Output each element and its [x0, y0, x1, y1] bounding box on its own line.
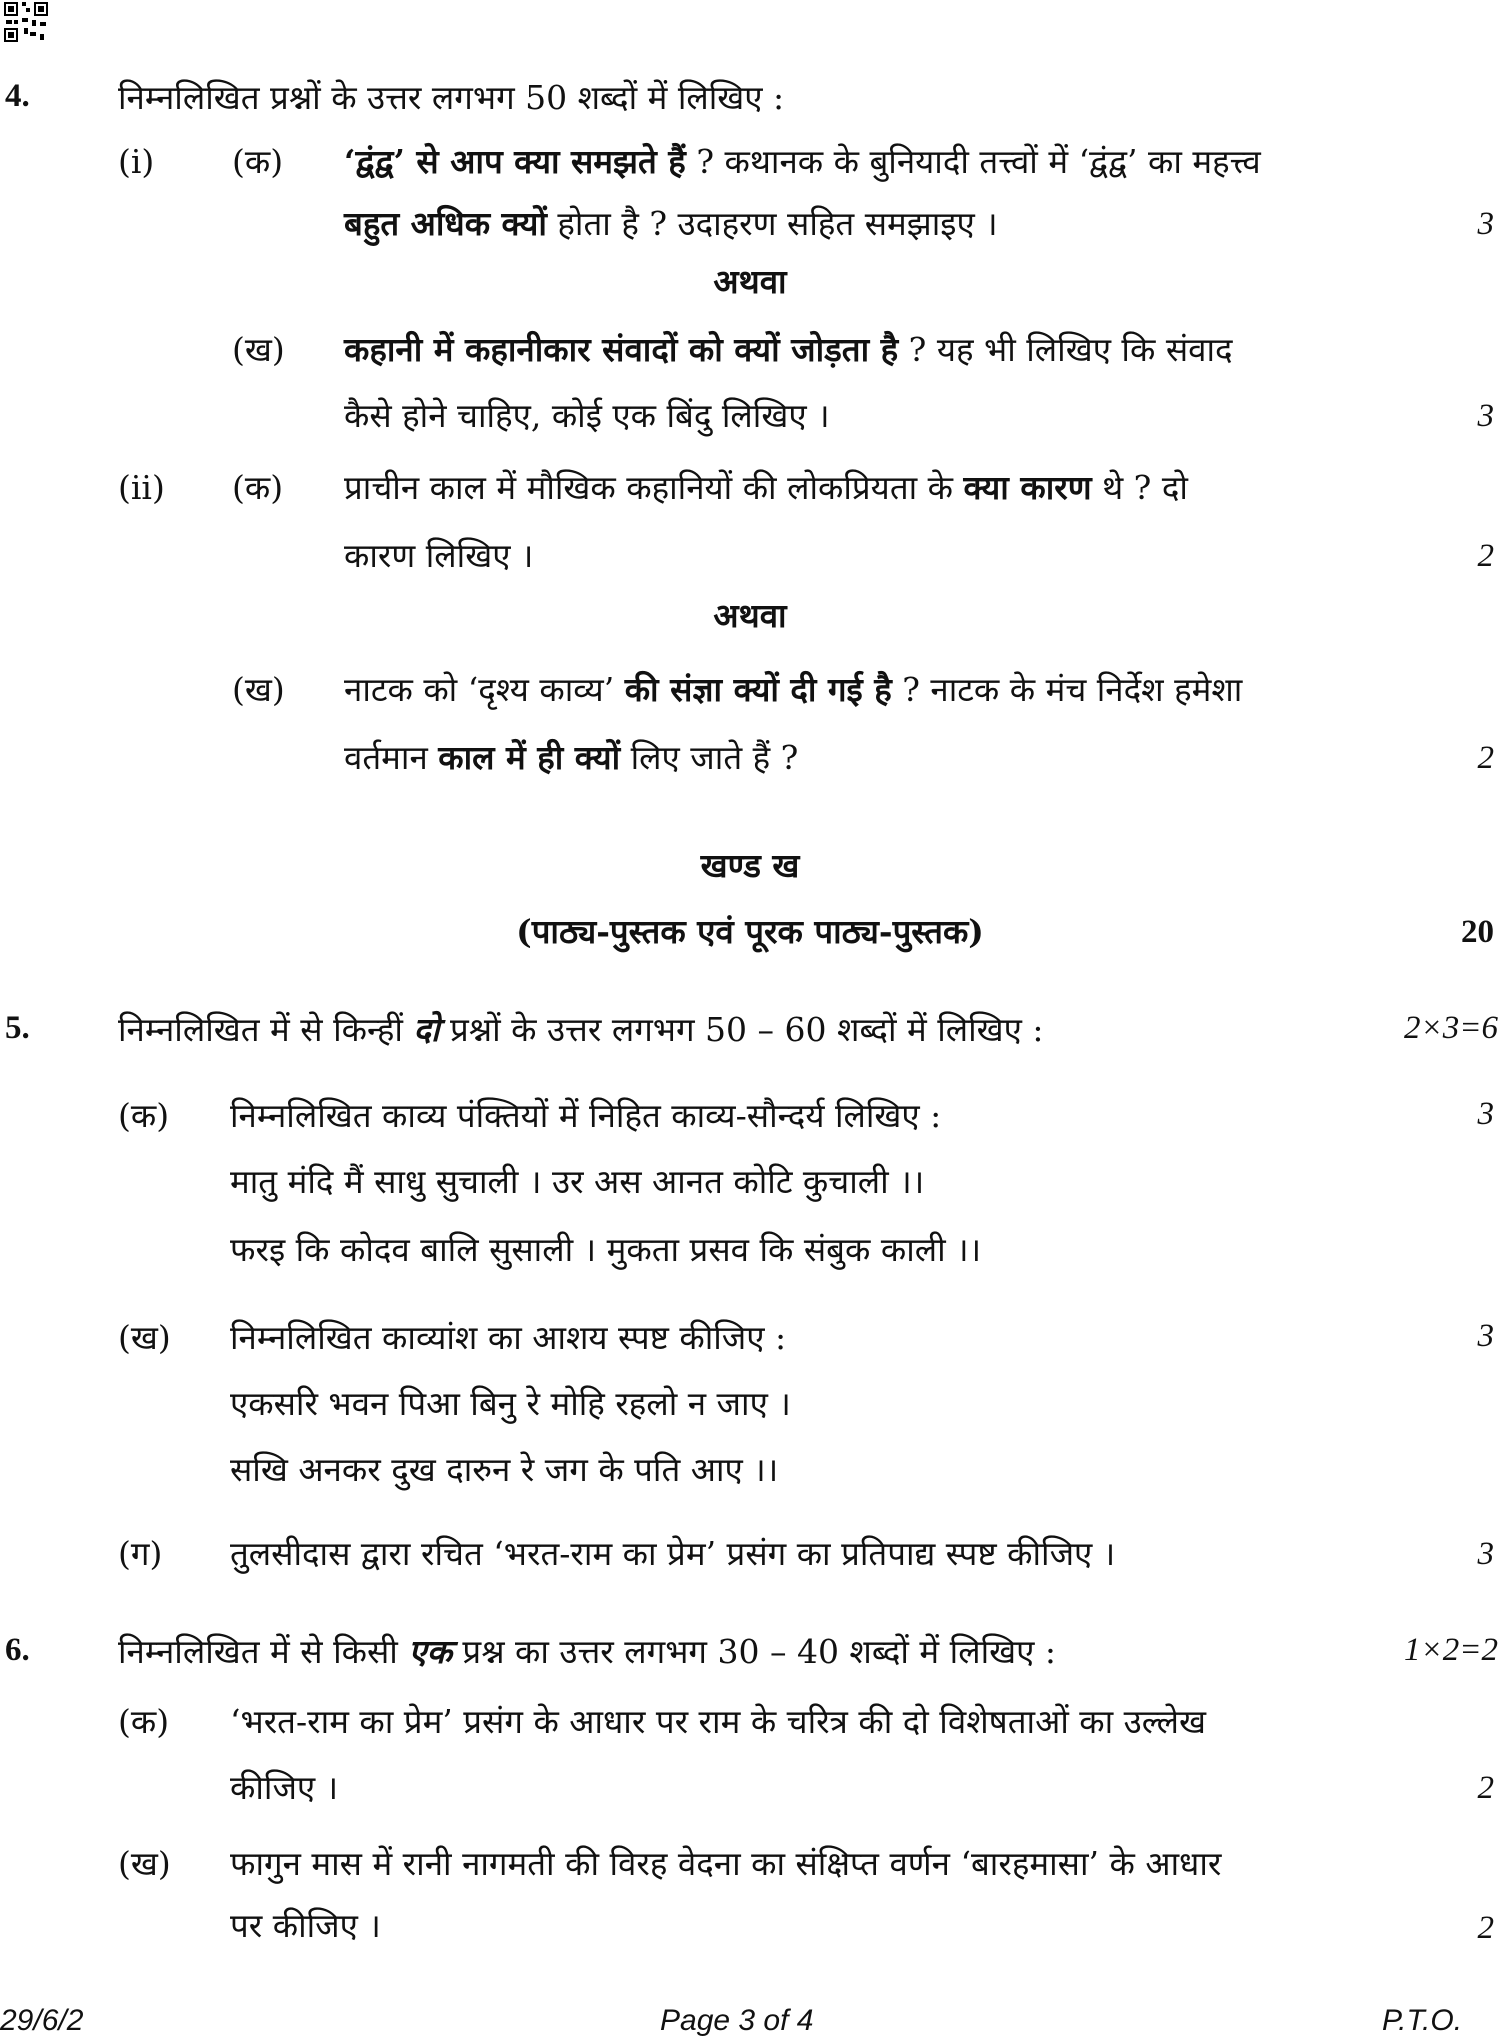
question-text: निम्नलिखित काव्य पंक्तियों में निहित काव्य-सौन्दर्य लिखिए : [230, 1096, 942, 1135]
question-number: 5. [5, 1010, 30, 1046]
option-label: (ग) [118, 1534, 163, 1573]
question-text: नाटक को ‘दृश्य काव्य’ की संज्ञा क्यों दी गई है ? नाटक के मंच निर्देश हमेशा [344, 670, 1243, 709]
verse-line: मातु मंदि मैं साधु सुचाली । उर अस आनत कोटि कुचाली ।। [230, 1162, 925, 1201]
verse-line: सखि अनकर दुख दारुन रे जग के पति आए ।। [230, 1450, 779, 1489]
marks: 2 [1477, 538, 1494, 574]
option-label: (ख) [118, 1318, 171, 1357]
option-label: (क) [232, 468, 284, 507]
page-number: Page 3 of 4 [660, 2004, 814, 2037]
paper-code: 29/6/2 [0, 2004, 84, 2037]
question-text: कीजिए । [230, 1768, 339, 1807]
qr-code-icon [2, 0, 50, 44]
question-instruction: निम्नलिखित में से किन्हीं दो प्रश्नों के उत्तर लगभग 50 – 60 शब्दों में लिखिए : [118, 1010, 1044, 1049]
section-title: खण्ड ख [700, 846, 800, 885]
option-label: (ख) [232, 670, 285, 709]
question-text: तुलसीदास द्वारा रचित ‘भरत-राम का प्रेम’ प्रसंग का प्रतिपाद्य स्पष्ट कीजिए । [230, 1534, 1116, 1573]
question-text: बहुत अधिक क्यों होता है ? उदाहरण सहित समझाइए । [344, 204, 998, 243]
marks: 2 [1477, 1910, 1494, 1946]
verse-line: एकसरि भवन पिआ बिनु रे मोहि रहलो न जाए । [230, 1384, 791, 1423]
question-text: प्राचीन काल में मौखिक कहानियों की लोकप्रियता के क्या कारण थे ? दो [344, 468, 1188, 507]
marks: 3 [1477, 1096, 1494, 1132]
marks: 3 [1477, 398, 1494, 434]
marks: 1×2=2 [1403, 1632, 1498, 1668]
question-text: ‘भरत-राम का प्रेम’ प्रसंग के आधार पर राम के चरित्र की दो विशेषताओं का उल्लेख [230, 1702, 1207, 1741]
option-label: (क) [118, 1702, 170, 1741]
pto-note: P.T.O. [1382, 2004, 1463, 2037]
section-marks: 20 [1461, 914, 1494, 950]
athva-divider: अथवा [713, 262, 787, 301]
question-text: निम्नलिखित काव्यांश का आशय स्पष्ट कीजिए : [230, 1318, 787, 1357]
subquestion-label: (i) [118, 142, 155, 181]
verse-line: फरइ कि कोदव बालि सुसाली । मुकता प्रसव कि संबुक काली ।। [230, 1230, 982, 1269]
marks: 2 [1477, 740, 1494, 776]
marks: 3 [1477, 206, 1494, 242]
question-text: फागुन मास में रानी नागमती की विरह वेदना का संक्षिप्त वर्णन ‘बारहमासा’ के आधार [230, 1844, 1222, 1883]
section-subtitle: (पाठ्य-पुस्तक एवं पूरक पाठ्य-पुस्तक) [516, 912, 984, 951]
question-text: पर कीजिए । [230, 1906, 381, 1945]
question-instruction: निम्नलिखित प्रश्नों के उत्तर लगभग 50 शब्दों में लिखिए : [118, 78, 785, 117]
marks: 3 [1477, 1318, 1494, 1354]
question-number: 4. [5, 78, 30, 114]
athva-divider: अथवा [713, 596, 787, 635]
marks: 2×3=6 [1403, 1010, 1498, 1046]
option-label: (ख) [118, 1844, 171, 1883]
question-instruction: निम्नलिखित में से किसी एक प्रश्न का उत्तर लगभग 30 – 40 शब्दों में लिखिए : [118, 1632, 1056, 1671]
question-text: कारण लिखिए । [344, 536, 534, 575]
question-text: कहानी में कहानीकार संवादों को क्यों जोड़ता है ? यह भी लिखिए कि संवाद [344, 330, 1233, 369]
subquestion-label: (ii) [118, 468, 165, 507]
option-label: (क) [232, 142, 284, 181]
option-label: (ख) [232, 330, 285, 369]
marks: 3 [1477, 1536, 1494, 1572]
question-text: ‘द्वंद्व’ से आप क्या समझते हैं ? कथानक के बुनियादी तत्त्वों में ‘द्वंद्व’ का महत्त्व [344, 142, 1261, 181]
question-number: 6. [5, 1632, 30, 1668]
marks: 2 [1477, 1770, 1494, 1806]
question-text: कैसे होने चाहिए, कोई एक बिंदु लिखिए । [344, 396, 830, 435]
question-text: वर्तमान काल में ही क्यों लिए जाते हैं ? [344, 738, 799, 777]
option-label: (क) [118, 1096, 170, 1135]
